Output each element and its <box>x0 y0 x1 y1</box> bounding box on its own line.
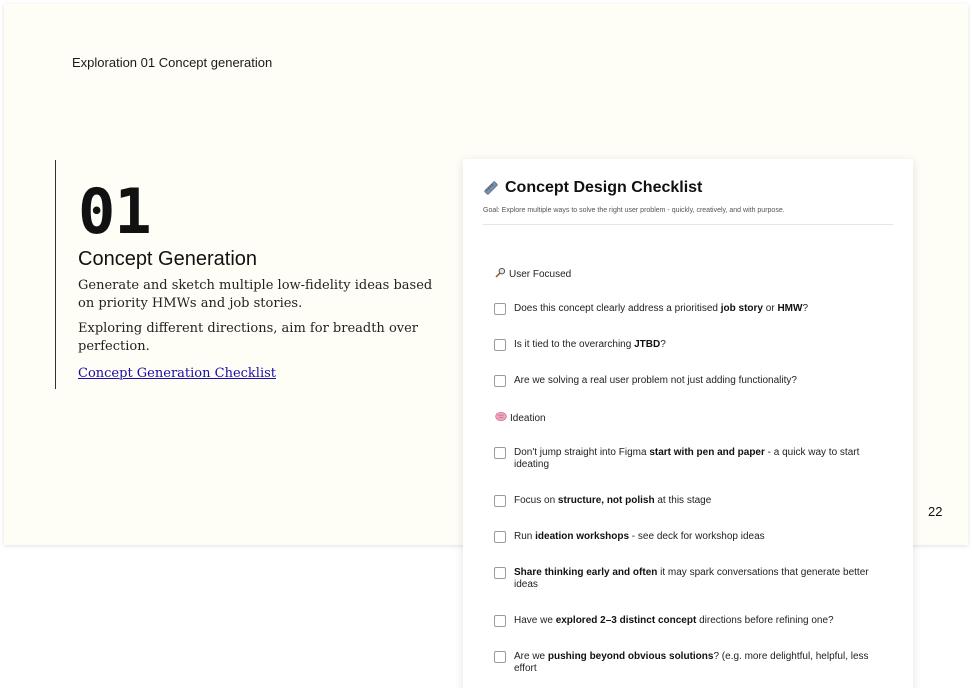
item-text: Run <box>514 531 536 542</box>
item-text: at this stage <box>654 495 712 506</box>
item-text: - see deck for workshop ideas <box>629 531 765 542</box>
magnifier-icon <box>495 267 506 281</box>
checklist-item-text <box>514 447 874 471</box>
checkbox[interactable] <box>494 447 506 459</box>
emphasis-text: Share thinking early and often <box>514 567 658 578</box>
checklist-card <box>463 159 913 688</box>
breadcrumb: Exploration 01 Concept generation <box>72 55 273 70</box>
checklist-item <box>494 339 874 351</box>
item-text: Is it tied to the overarching <box>514 339 635 350</box>
item-text: it may spark conversations that generate better ideas <box>514 567 869 590</box>
ruler-icon <box>483 180 499 196</box>
item-text: Don't jump straight into Figma <box>514 447 650 458</box>
item-text: Focus on <box>514 495 558 506</box>
checklist-link[interactable]: Concept Generation Checklist <box>78 366 277 381</box>
checklist-item-text <box>514 531 874 543</box>
emphasis-text: structure, not polish <box>557 495 655 506</box>
checklist-item-text <box>514 567 874 591</box>
checklist-item <box>494 495 874 507</box>
emphasis-text: pushing beyond obvious solutions <box>547 651 714 662</box>
item-text: Does this concept clearly address a prioritised <box>514 303 721 314</box>
emphasis-text: start with pen and paper <box>649 447 765 458</box>
item-text: directions before refining one? <box>696 615 834 626</box>
item-text: Are we <box>514 651 548 662</box>
section-label: User Focused <box>509 268 572 280</box>
section-number: 01 <box>78 175 151 248</box>
item-text: ? <box>802 303 809 314</box>
checkbox[interactable] <box>494 651 506 663</box>
emphasis-text: ideation workshops <box>535 531 630 542</box>
item-text: ? (e.g. more delightful, helpful, less effort <box>514 651 869 674</box>
emphasis-text: HMW <box>777 303 803 314</box>
emphasis-text: JTBD <box>634 339 661 350</box>
concept-intro <box>55 160 435 389</box>
checklist-item <box>494 447 874 471</box>
checklist-item-text <box>514 375 874 387</box>
section-heading-ideation <box>495 411 546 425</box>
emphasis-text: job story <box>720 303 763 314</box>
checkbox[interactable] <box>494 303 506 315</box>
item-text: Have we <box>514 615 556 626</box>
section-title: Concept Generation <box>78 248 258 270</box>
checklist-item-text <box>514 651 874 675</box>
checklist-item-text <box>514 339 874 351</box>
checkbox[interactable] <box>494 615 506 627</box>
item-text: or <box>763 303 778 314</box>
checklist-item <box>494 615 874 627</box>
brain-icon <box>495 411 507 425</box>
checkbox[interactable] <box>494 495 506 507</box>
item-text: ? <box>660 339 666 350</box>
checklist-title-row <box>483 179 893 197</box>
checklist-item-text <box>514 495 874 507</box>
page-number: 22 <box>928 504 943 519</box>
section-label: Ideation <box>510 412 546 424</box>
item-text: - a quick way to start ideating <box>514 447 860 470</box>
checklist-item <box>494 303 874 315</box>
checkbox[interactable] <box>494 531 506 543</box>
checklist-title: Concept Design Checklist <box>505 179 703 196</box>
checkbox[interactable] <box>494 567 506 579</box>
checklist-item <box>494 651 874 675</box>
emphasis-text: explored 2–3 distinct concept <box>555 615 697 626</box>
description-paragraph-2: Exploring different directions, aim for breadth over perfection. <box>78 321 419 354</box>
checklist-item-text <box>514 303 874 315</box>
checkbox[interactable] <box>494 339 506 351</box>
checklist-item <box>494 531 874 543</box>
item-text: Are we solving a real user problem not just adding functionality? <box>514 375 797 386</box>
section-heading-user-focused <box>495 267 571 281</box>
checklist-item <box>494 567 874 591</box>
checklist-goal: Goal: Explore multiple ways to solve the right user problem - quickly, creatively, and with purpose. <box>483 207 893 225</box>
checklist-item-text <box>514 615 874 627</box>
checkbox[interactable] <box>494 375 506 387</box>
description-paragraph-1: Generate and sketch multiple low-fidelity ideas based on priority HMWs and job stories. <box>78 278 433 311</box>
checklist-item <box>494 375 874 387</box>
